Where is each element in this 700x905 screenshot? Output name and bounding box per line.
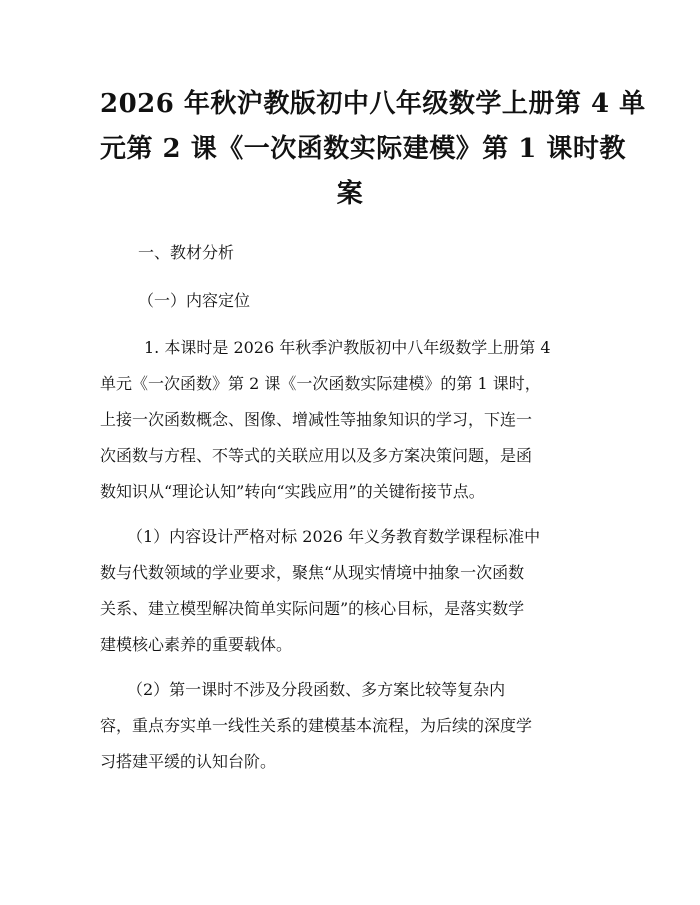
paragraph-1 <box>100 330 600 510</box>
paragraph-line: （2）第一课时不涉及分段函数、多方案比较等复杂内 <box>127 680 506 699</box>
paragraph-line: 数知识从“理论认知”转向“实践应用”的关键衔接节点。 <box>100 482 485 501</box>
paragraph-line: 容，重点夯实单一线性关系的建模基本流程，为后续的深度学 <box>100 716 533 735</box>
paragraph-2 <box>100 519 600 663</box>
title-line: 元第 2 课《一次函数实际建模》第 1 课时教 <box>100 134 626 164</box>
title-line: 2026 年秋沪教版初中八年级数学上册第 4 单 <box>100 89 646 119</box>
paragraph-line: 数与代数领域的学业要求，聚焦“从现实情境中抽象一次函数 <box>100 563 525 582</box>
paragraph-line: 1. 本课时是 2026 年秋季沪教版初中八年级数学上册第 4 <box>144 338 551 357</box>
section-heading: 一、教材分析 <box>138 243 235 262</box>
paragraph-line: （1）内容设计严格对标 2026 年义务教育数学课程标准中 <box>127 527 541 546</box>
paragraph-3 <box>100 672 600 780</box>
paragraph-line: 习搭建平缓的认知台阶。 <box>100 752 277 771</box>
paragraph-line: 次函数与方程、不等式的关联应用以及多方案决策问题，是函 <box>100 446 533 465</box>
paragraph-line: 单元《一次函数》第 2 课《一次函数实际建模》的第 1 课时， <box>100 374 541 393</box>
subsection-heading: （一）内容定位 <box>138 291 251 310</box>
document-title <box>100 82 646 217</box>
paragraph-line: 关系、建立模型解决简单实际问题”的核心目标，是落实数学 <box>100 599 525 618</box>
title-line: 案 <box>336 179 364 209</box>
paragraph-line: 上接一次函数概念、图像、增减性等抽象知识的学习，下连一 <box>100 410 533 429</box>
paragraph-line: 建模核心素养的重要载体。 <box>100 635 293 654</box>
